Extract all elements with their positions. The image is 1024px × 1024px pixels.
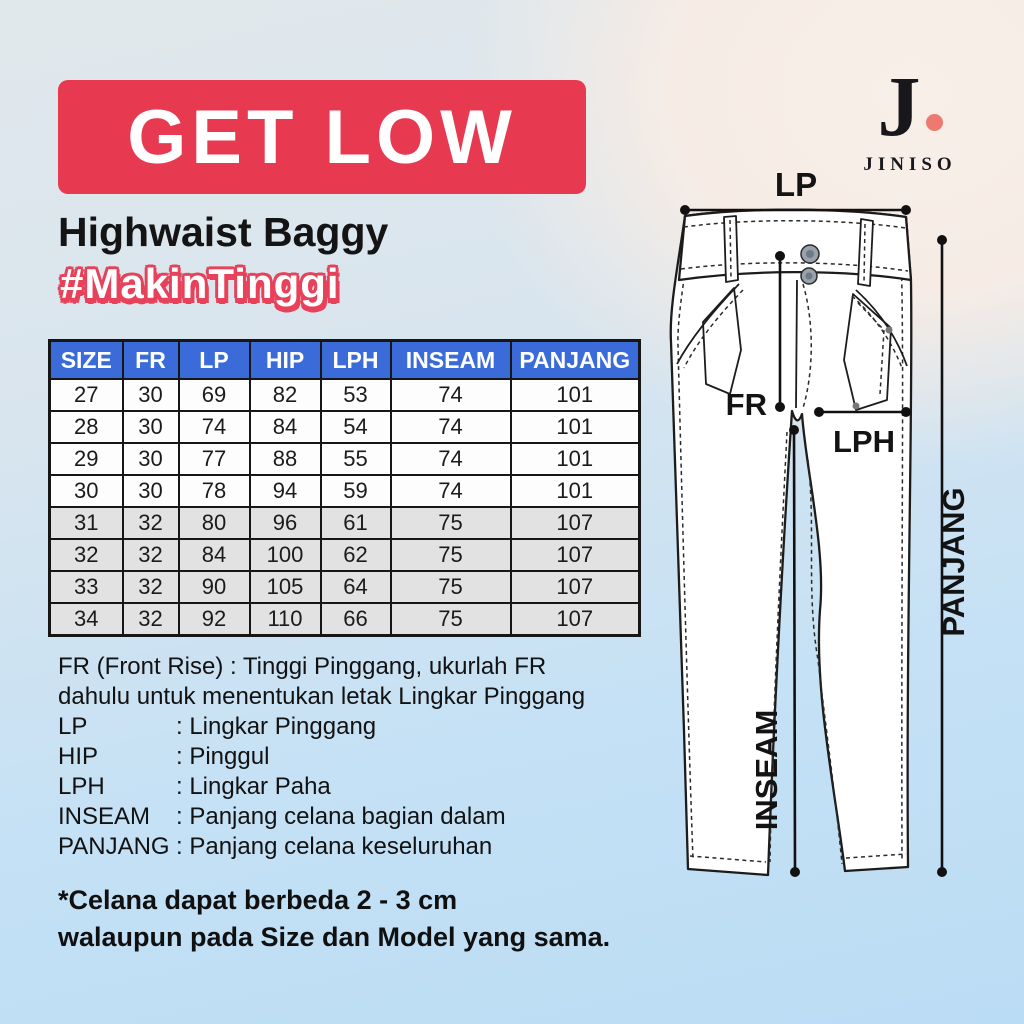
table-cell: 74	[179, 411, 250, 443]
table-cell: 55	[321, 443, 391, 475]
banner	[58, 80, 586, 194]
column-header-fr: FR	[123, 341, 179, 380]
table-row	[50, 571, 640, 603]
panjang-label: PANJANG	[936, 487, 971, 637]
table-row	[50, 539, 640, 571]
legend-definition: : Panjang celana bagian dalam	[176, 803, 506, 830]
legend-item	[58, 832, 638, 862]
disclaimer-note	[58, 882, 610, 956]
table-cell: 90	[179, 571, 250, 603]
table-cell: 31	[50, 507, 123, 539]
table-cell: 107	[511, 603, 640, 636]
legend-term: PANJANG	[58, 833, 170, 860]
pants-outline	[671, 210, 912, 875]
column-header-inseam: INSEAM	[391, 341, 511, 380]
table-row	[50, 507, 640, 539]
column-header-lp: LP	[179, 341, 250, 380]
table-cell: 64	[321, 571, 391, 603]
table-cell: 75	[391, 603, 511, 636]
table-cell: 66	[321, 603, 391, 636]
legend-intro-line-1: FR (Front Rise) : Tinggi Pinggang, ukurlah FR	[58, 653, 547, 680]
table-cell: 74	[391, 379, 511, 411]
note-line-1: *Celana dapat berbeda 2 - 3 cm	[58, 885, 458, 915]
product-name: Highwaist Baggy	[58, 209, 389, 255]
table-cell: 69	[179, 379, 250, 411]
table-cell: 74	[391, 411, 511, 443]
banner-title: GET LOW	[127, 94, 517, 180]
table-cell: 80	[179, 507, 250, 539]
column-header-panjang: PANJANG	[511, 341, 640, 380]
table-cell: 77	[179, 443, 250, 475]
table-row	[50, 603, 640, 636]
table-cell: 78	[179, 475, 250, 507]
table-cell: 101	[511, 411, 640, 443]
legend-item	[58, 742, 638, 772]
table-cell: 107	[511, 539, 640, 571]
table-cell: 84	[250, 411, 321, 443]
table-cell: 30	[123, 475, 179, 507]
note-line-2: walaupun pada Size dan Model yang sama.	[58, 922, 611, 952]
legend-item	[58, 802, 638, 832]
table-cell: 75	[391, 507, 511, 539]
table-cell: 32	[123, 603, 179, 636]
table-header-row	[50, 341, 640, 380]
table-cell: 101	[511, 379, 640, 411]
lp-label: LP	[774, 170, 818, 203]
lph-label: LPH	[833, 424, 895, 459]
table-cell: 101	[511, 475, 640, 507]
table-row	[50, 475, 640, 507]
legend-definition: : Pinggul	[176, 743, 270, 770]
legend-term: HIP	[58, 743, 99, 770]
table-cell: 33	[50, 571, 123, 603]
table-cell: 61	[321, 507, 391, 539]
table-cell: 84	[179, 539, 250, 571]
brand-logo	[846, 60, 974, 176]
table-cell: 75	[391, 571, 511, 603]
table-cell: 30	[50, 475, 123, 507]
table-cell: 53	[321, 379, 391, 411]
legend-item	[58, 712, 638, 742]
table-cell: 74	[391, 443, 511, 475]
table-cell: 29	[50, 443, 123, 475]
logo-wordmark: JINISO	[863, 154, 957, 175]
legend-definition: : Lingkar Pinggang	[176, 713, 377, 740]
table-cell: 30	[123, 411, 179, 443]
legend-term: LP	[58, 713, 88, 740]
table-cell: 96	[250, 507, 321, 539]
table-cell: 75	[391, 539, 511, 571]
measurement-lp	[680, 170, 911, 215]
hashtag: #MakinTinggi	[60, 260, 340, 307]
legend-definition: : Panjang celana keseluruhan	[176, 833, 493, 860]
table-cell: 32	[50, 539, 123, 571]
table-cell: 100	[250, 539, 321, 571]
inseam-label: INSEAM	[749, 709, 784, 831]
legend-term: LPH	[58, 773, 105, 800]
column-header-hip: HIP	[250, 341, 321, 380]
table-cell: 32	[123, 539, 179, 571]
table-cell: 27	[50, 379, 123, 411]
table-row	[50, 379, 640, 411]
table-cell: 101	[511, 443, 640, 475]
table-cell: 62	[321, 539, 391, 571]
legend-intro-line-2: dahulu untuk menentukan letak Lingkar Pinggang	[58, 683, 586, 710]
table-cell: 32	[123, 571, 179, 603]
table-cell: 59	[321, 475, 391, 507]
table-cell: 32	[123, 507, 179, 539]
table-cell: 110	[250, 603, 321, 636]
table-cell: 34	[50, 603, 123, 636]
column-header-size: SIZE	[50, 341, 123, 380]
fr-label: FR	[725, 387, 767, 422]
legend	[58, 652, 638, 862]
logo-dot-icon	[926, 114, 943, 131]
table-cell: 28	[50, 411, 123, 443]
table-cell: 107	[511, 571, 640, 603]
table-cell: 82	[250, 379, 321, 411]
table-cell: 30	[123, 379, 179, 411]
column-header-lph: LPH	[321, 341, 391, 380]
pants-diagram	[640, 170, 1010, 900]
table-cell: 92	[179, 603, 250, 636]
table-row	[50, 443, 640, 475]
table-cell: 74	[391, 475, 511, 507]
table-cell: 105	[250, 571, 321, 603]
table-cell: 30	[123, 443, 179, 475]
measurement-panjang	[936, 235, 971, 877]
table-cell: 94	[250, 475, 321, 507]
table-cell: 54	[321, 411, 391, 443]
legend-term: INSEAM	[58, 803, 151, 830]
size-chart-table	[48, 339, 641, 637]
logo-mark: J	[877, 58, 921, 154]
table-cell: 107	[511, 507, 640, 539]
legend-item	[58, 772, 638, 802]
table-row	[50, 411, 640, 443]
table-cell: 88	[250, 443, 321, 475]
legend-definition: : Lingkar Paha	[176, 773, 331, 800]
